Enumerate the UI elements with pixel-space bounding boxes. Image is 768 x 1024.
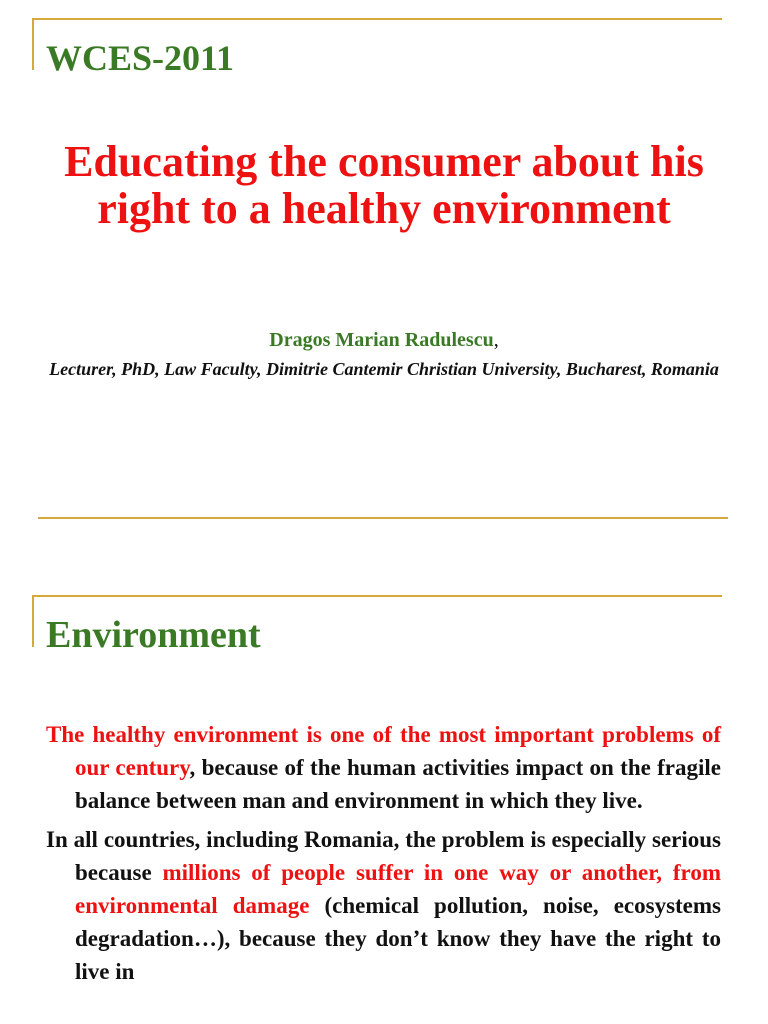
paragraph-text: (chemical pollution, noise, ecosystems degradation…), because they don’t know they have the right to live in	[75, 893, 722, 984]
conference-label: WCES-2011	[46, 38, 235, 78]
author-name: Dragos Marian Radulescu	[269, 329, 494, 351]
author-line	[0, 329, 768, 352]
paragraph-text: In all countries, including Romania, the problem is especially serious because	[46, 827, 721, 885]
top-rule	[32, 595, 722, 597]
paragraph-2	[46, 823, 721, 988]
highlight-text: The healthy environment is one of the most important problems of our century	[46, 722, 721, 780]
author-separator: ,	[493, 329, 499, 351]
section-heading: Environment	[46, 614, 261, 656]
header-accent-bar	[32, 18, 34, 70]
paragraph-text: , because of the human activities impact on the fragile balance between man and environment in which they live.	[75, 755, 722, 813]
paragraph-1	[46, 718, 721, 817]
top-rule	[32, 18, 722, 20]
slide-title: Educating the consumer about his right to a healthy environment	[64, 137, 704, 233]
header-accent-bar	[32, 595, 34, 647]
bottom-rule	[38, 517, 728, 519]
highlight-text: millions of people suffer in one way or another, from environmental damage	[75, 860, 721, 918]
author-affiliation: Lecturer, PhD, Law Faculty, Dimitrie Cantemir Christian University, Bucharest, Romania	[49, 359, 719, 379]
slide-2-body	[46, 718, 721, 994]
